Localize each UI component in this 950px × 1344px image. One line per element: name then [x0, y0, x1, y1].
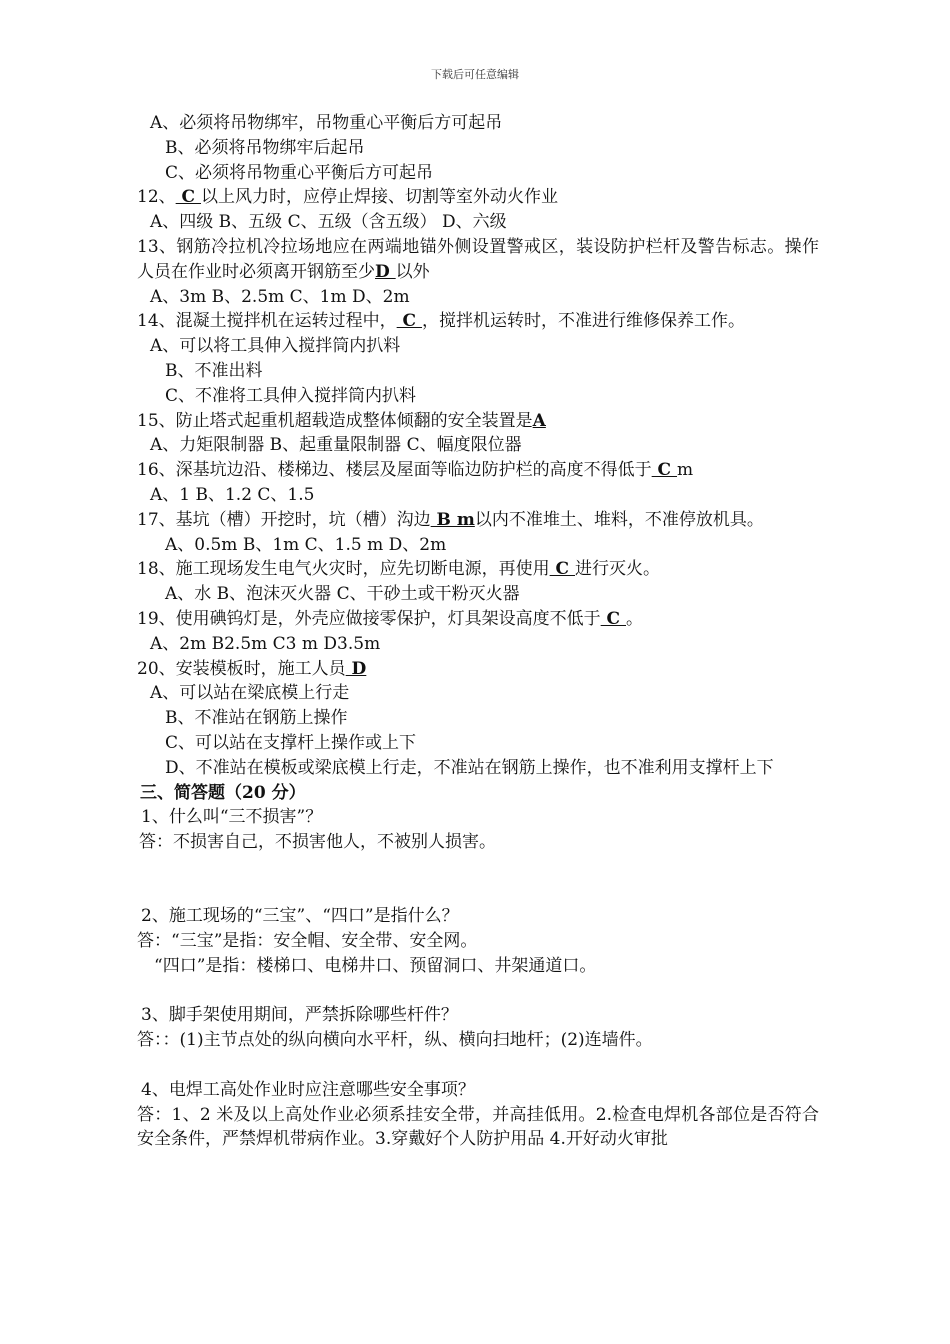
- q19-answer: C: [600, 608, 627, 629]
- short-q1-answer: 答：不损害自己，不损害他人，不被别人损害。: [139, 832, 496, 853]
- short-q1: 1、什么叫“三不损害”？: [141, 807, 323, 828]
- q12-answer: C: [175, 187, 202, 208]
- q14-option-b: B、不准出料: [165, 360, 263, 381]
- spacer: [137, 1053, 819, 1078]
- question-16: 16、深基坑边沿、楼梯边、楼层及屋面等临边防护栏的高度不得低于 C m: [137, 460, 694, 481]
- q18-options: A、水 B、泡沫灭火器 C、干砂土或干粉灭火器: [165, 584, 520, 605]
- question-18: 18、施工现场发生电气火灾时，应先切断电源，再使用 C 进行灭火。: [137, 559, 661, 580]
- question-13: 13、钢筋冷拉机冷拉场地应在两端地锚外侧设置警戒区，装设防护栏杆及警告标志。操作人员在作业时必须离开钢筋至少D 以外: [137, 236, 819, 282]
- q13-answer: D: [375, 261, 396, 282]
- q16-answer: C: [651, 460, 678, 481]
- q20-option-d: D、不准站在模板或梁底模上行走，不准站在钢筋上操作，也不准利用支撑杆上下: [165, 757, 774, 778]
- short-q2-answer-2: “四口”是指：楼梯口、电梯井口、预留洞口、井架通道口。: [154, 955, 597, 976]
- q16-options: A、1 B、1.2 C、1.5: [150, 484, 315, 505]
- short-q2: 2、施工现场的“三宝”、“四口”是指什么？: [141, 905, 459, 926]
- q14-option-a: A、可以将工具伸入搅拌筒内扒料: [150, 336, 401, 357]
- q15-answer: A: [532, 410, 546, 431]
- document-body: [137, 111, 819, 1152]
- page-header: 下载后可任意编辑: [431, 68, 519, 81]
- short-q3: 3、脚手架使用期间，严禁拆除哪些杆件？: [141, 1005, 458, 1026]
- q17-answer: B m: [430, 509, 475, 530]
- q11-option-b: B、必须将吊物绑牢后起吊: [165, 137, 365, 158]
- q20-option-c: C、可以站在支撑杆上操作或上下: [165, 732, 417, 753]
- q20-option-a: A、可以站在梁底模上行走: [150, 683, 350, 704]
- q14-answer: C: [396, 311, 423, 332]
- q20-option-b: B、不准站在钢筋上操作: [165, 708, 348, 729]
- question-12: 12、 C 以上风力时，应停止焊接、切割等室外动火作业: [137, 187, 559, 208]
- q12-options: A、四级 B、五级 C、五级（含五级） D、六级: [150, 212, 507, 233]
- q20-answer: D: [345, 658, 367, 679]
- question-17: 17、基坑（槽）开挖时，坑（槽）沟边 B m以内不准堆土、堆料，不准停放机具。: [137, 509, 764, 530]
- short-q2-answer-1: 答：“三宝”是指：安全帽、安全带、安全网。: [137, 930, 478, 951]
- spacer: [137, 978, 819, 1003]
- q19-options: A、2m B2.5m C3 m D3.5m: [150, 633, 381, 654]
- section-3-title: 三、简答题（20 分）: [140, 782, 306, 803]
- q17-options: A、0.5m B、1m C、1.5 m D、2m: [165, 534, 447, 555]
- q11-option-c: C、必须将吊物重心平衡后方可起吊: [165, 162, 434, 183]
- q11-option-a: A、必须将吊物绑牢，吊物重心平衡后方可起吊: [150, 113, 503, 133]
- q15-options: A、力矩限制器 B、起重量限制器 C、幅度限位器: [150, 435, 522, 456]
- question-14: 14、混凝土搅拌机在运转过程中， C ，搅拌机运转时，不准进行维修保养工作。: [137, 311, 746, 332]
- question-15: 15、防止塔式起重机超载造成整体倾翻的安全装置是A: [137, 410, 546, 431]
- spacer: [137, 855, 819, 904]
- short-q4-answer: 答：1、2 米及以上高处作业必须系挂安全带，并高挂低用。2.检查电焊机各部位是否符合安全条件，严禁焊机带病作业。3.穿戴好个人防护用品 4.开好动火审批: [137, 1104, 819, 1150]
- short-q3-answer: 答：：(1)主节点处的纵向横向水平杆，纵、横向扫地杆；(2)连墙件。: [137, 1030, 653, 1051]
- question-20: 20、安装模板时，施工人员 D: [137, 658, 367, 679]
- q13-options: A、3m B、2.5m C、1m D、2m: [150, 286, 410, 307]
- short-q4: 4、电焊工高处作业时应注意哪些安全事项？: [141, 1079, 475, 1100]
- q14-option-c: C、不准将工具伸入搅拌筒内扒料: [165, 385, 417, 406]
- q18-answer: C: [549, 559, 576, 580]
- question-19: 19、使用碘钨灯是，外壳应做接零保护，灯具架设高度不低于 C 。: [137, 608, 644, 629]
